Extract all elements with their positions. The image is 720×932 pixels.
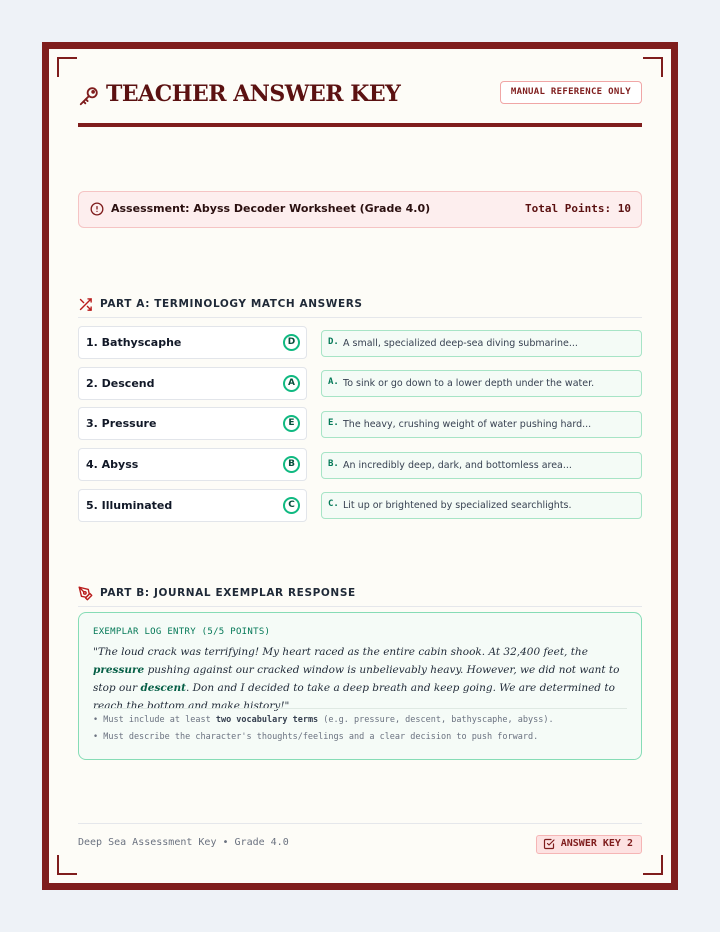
exemplar-text: . Don and I decided to take a deep breath and keep going. We are determined to reach the bottom and make history!" (93, 682, 615, 712)
key-icon (78, 85, 100, 107)
corner-mark (57, 855, 77, 875)
part-b-title: PART B: JOURNAL EXEMPLAR RESPONSE (100, 587, 356, 599)
definition-card (321, 370, 642, 397)
exemplar-label: EXEMPLAR LOG ENTRY (5/5 POINTS) (93, 627, 271, 637)
total-points: Total Points: 10 (525, 202, 631, 215)
part-b-heading (78, 585, 642, 607)
answer-key-badge (536, 835, 642, 854)
answer-letter-badge: E (283, 415, 300, 432)
term-label: 3. Pressure (86, 417, 157, 430)
term-card (78, 407, 307, 440)
exemplar-text: "The loud crack was terrifying! My heart raced as the entire cabin shook. At 32,400 feet, the (93, 646, 588, 658)
term-label: 1. Bathyscaphe (86, 336, 182, 349)
shuffle-icon (78, 297, 93, 312)
term-label: 2. Descend (86, 377, 155, 390)
manual-reference-badge: MANUAL REFERENCE ONLY (500, 81, 642, 104)
definition-text: To sink or go down to a lower depth under the water. (343, 378, 595, 389)
corner-mark (643, 855, 663, 875)
page-footer (78, 823, 642, 859)
term-label: 4. Abyss (86, 458, 139, 471)
definition-card (321, 452, 642, 479)
assessment-title: Assessment: Abyss Decoder Worksheet (Grade 4.0) (111, 202, 431, 215)
part-a-title: PART A: TERMINOLOGY MATCH ANSWERS (100, 298, 363, 310)
vocabulary-keyword: descent (140, 682, 186, 694)
rule-text: • Must include at least (93, 715, 216, 725)
assessment-banner (78, 191, 642, 228)
definition-card (321, 492, 642, 519)
answer-letter-badge: D (283, 334, 300, 351)
term-card (78, 326, 307, 359)
footer-text: Deep Sea Assessment Key • Grade 4.0 (78, 837, 289, 848)
definition-letter: C. (328, 499, 339, 509)
page-header (78, 81, 642, 127)
part-a-heading (78, 296, 642, 318)
definition-card (321, 411, 642, 438)
vocabulary-keyword: pressure (93, 664, 145, 676)
answer-letter-badge: B (283, 456, 300, 473)
definition-letter: E. (328, 418, 339, 428)
definition-text: The heavy, crushing weight of water pushing hard... (343, 419, 592, 430)
exemplar-card (78, 612, 642, 760)
info-icon (90, 202, 104, 216)
rule-emphasis: two vocabulary terms (215, 715, 319, 725)
definition-text: Lit up or brightened by specialized searchlights. (343, 500, 572, 511)
answer-letter-badge: C (283, 497, 300, 514)
term-card (78, 367, 307, 400)
page-title: TEACHER ANSWER KEY (106, 81, 401, 107)
pen-icon (78, 586, 93, 601)
definition-letter: B. (328, 459, 339, 469)
definition-text: A small, specialized deep-sea diving submarine... (343, 338, 578, 349)
definition-letter: D. (328, 337, 339, 347)
term-label: 5. Illuminated (86, 499, 173, 512)
exemplar-text: pushing against our cracked window is unbelievably heavy. However, we did not want to stop our (93, 664, 620, 694)
answer-letter-badge: A (283, 375, 300, 392)
term-card (78, 448, 307, 481)
divider (93, 708, 627, 709)
answer-key-sheet (42, 42, 678, 890)
corner-mark (57, 57, 77, 77)
check-square-icon (543, 838, 555, 850)
definition-text: An incredibly deep, dark, and bottomless area... (343, 460, 572, 471)
rule-text: (e.g. pressure, descent, bathyscaphe, abyss). (318, 715, 554, 725)
corner-mark (643, 57, 663, 77)
term-card (78, 489, 307, 522)
definition-letter: A. (328, 377, 339, 387)
exemplar-response (93, 643, 629, 715)
answer-key-label: ANSWER KEY 2 (560, 838, 633, 849)
definition-card (321, 330, 642, 357)
rubric-rule (93, 715, 554, 725)
rubric-rule: • Must describe the character's thoughts/feelings and a clear decision to push forward. (93, 732, 539, 742)
